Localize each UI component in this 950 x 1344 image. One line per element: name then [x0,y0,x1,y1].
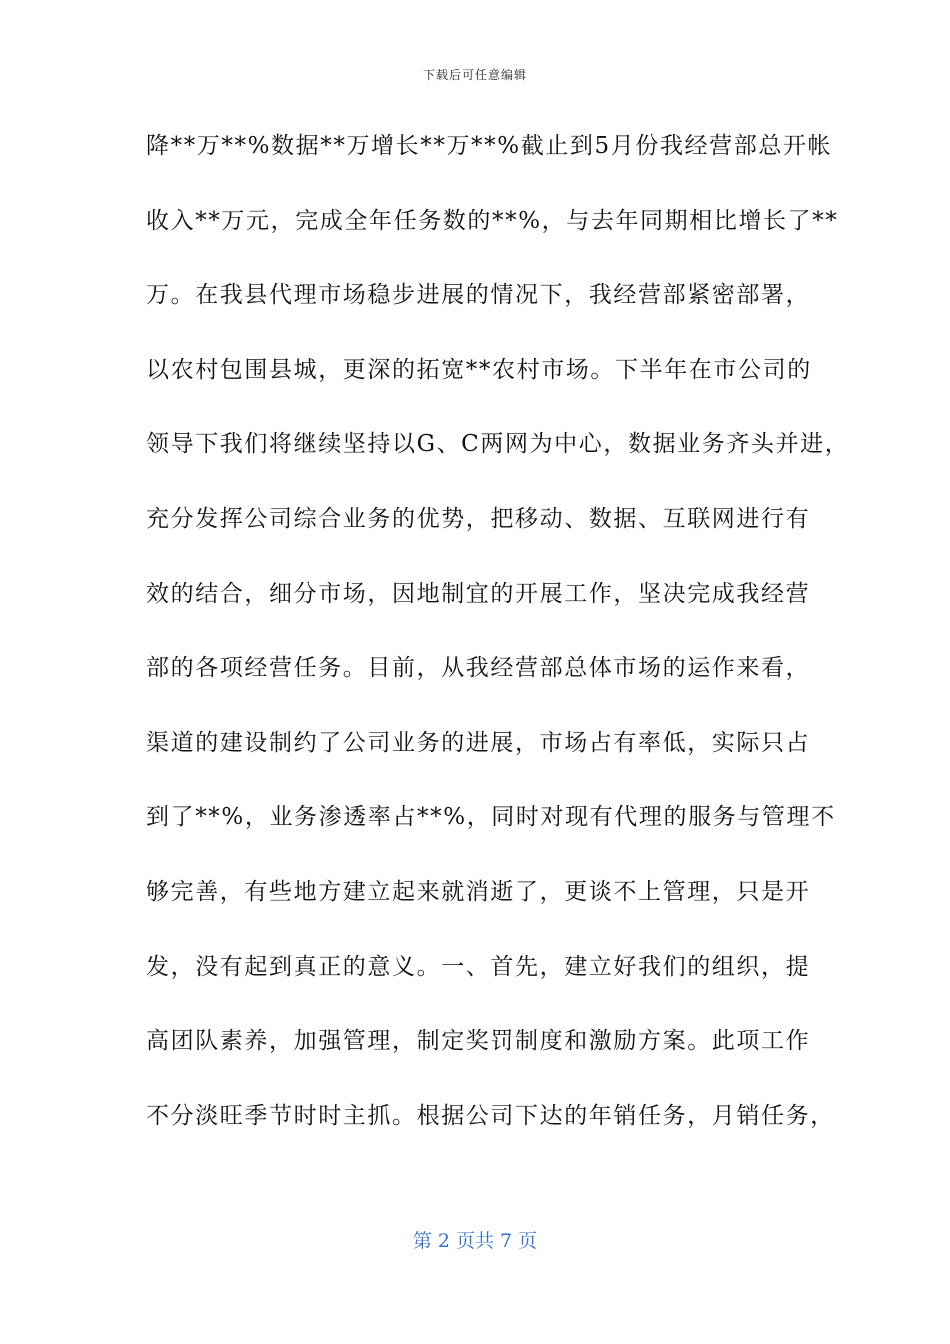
page-header: 下载后可任意编辑 [422,68,527,82]
body-line: 部的各项经营任务。目前，从我经营部总体市场的运作来看， [146,655,811,682]
page-number-footer: 第 2 页共 7 页 [412,1230,538,1252]
body-line: 不分淡旺季节时时主抓。根据公司下达的年销任务，月销任务， [146,1102,835,1129]
body-line: 效的结合，细分市场，因地制宜的开展工作，坚决完成我经营 [146,580,811,607]
body-line: 领导下我们将继续坚持以G、C两网为中心，数据业务齐头并进， [146,431,850,458]
body-line: 渠道的建设制约了公司业务的进展，市场占有率低，实际只占 [146,729,811,756]
body-line: 以农村包围县城，更深的拓宽**农村市场。下半年在市公司的 [146,356,812,383]
document-body [146,126,850,1170]
body-line: 充分发挥公司综合业务的优势，把移动、数据、互联网进行有 [146,505,811,532]
body-line: 发，没有起到真正的意义。一、首先，建立好我们的组织，提 [146,953,811,980]
body-line: 万。在我县代理市场稳步进展的情况下，我经营部紧密部署， [146,282,811,309]
body-line: 收入**万元，完成全年任务数的**%，与去年同期相比增长了** [146,207,839,234]
body-line: 降**万**%数据**万增长**万**%截止到5月份我经营部总开帐 [146,133,833,159]
body-line: 高团队素养，加强管理，制定奖罚制度和激励方案。此项工作 [146,1028,811,1055]
body-line: 够完善，有些地方建立起来就消逝了，更谈不上管理，只是开 [146,878,811,905]
body-line: 到了**%，业务渗透率占**%，同时对现有代理的服务与管理不 [146,804,836,831]
